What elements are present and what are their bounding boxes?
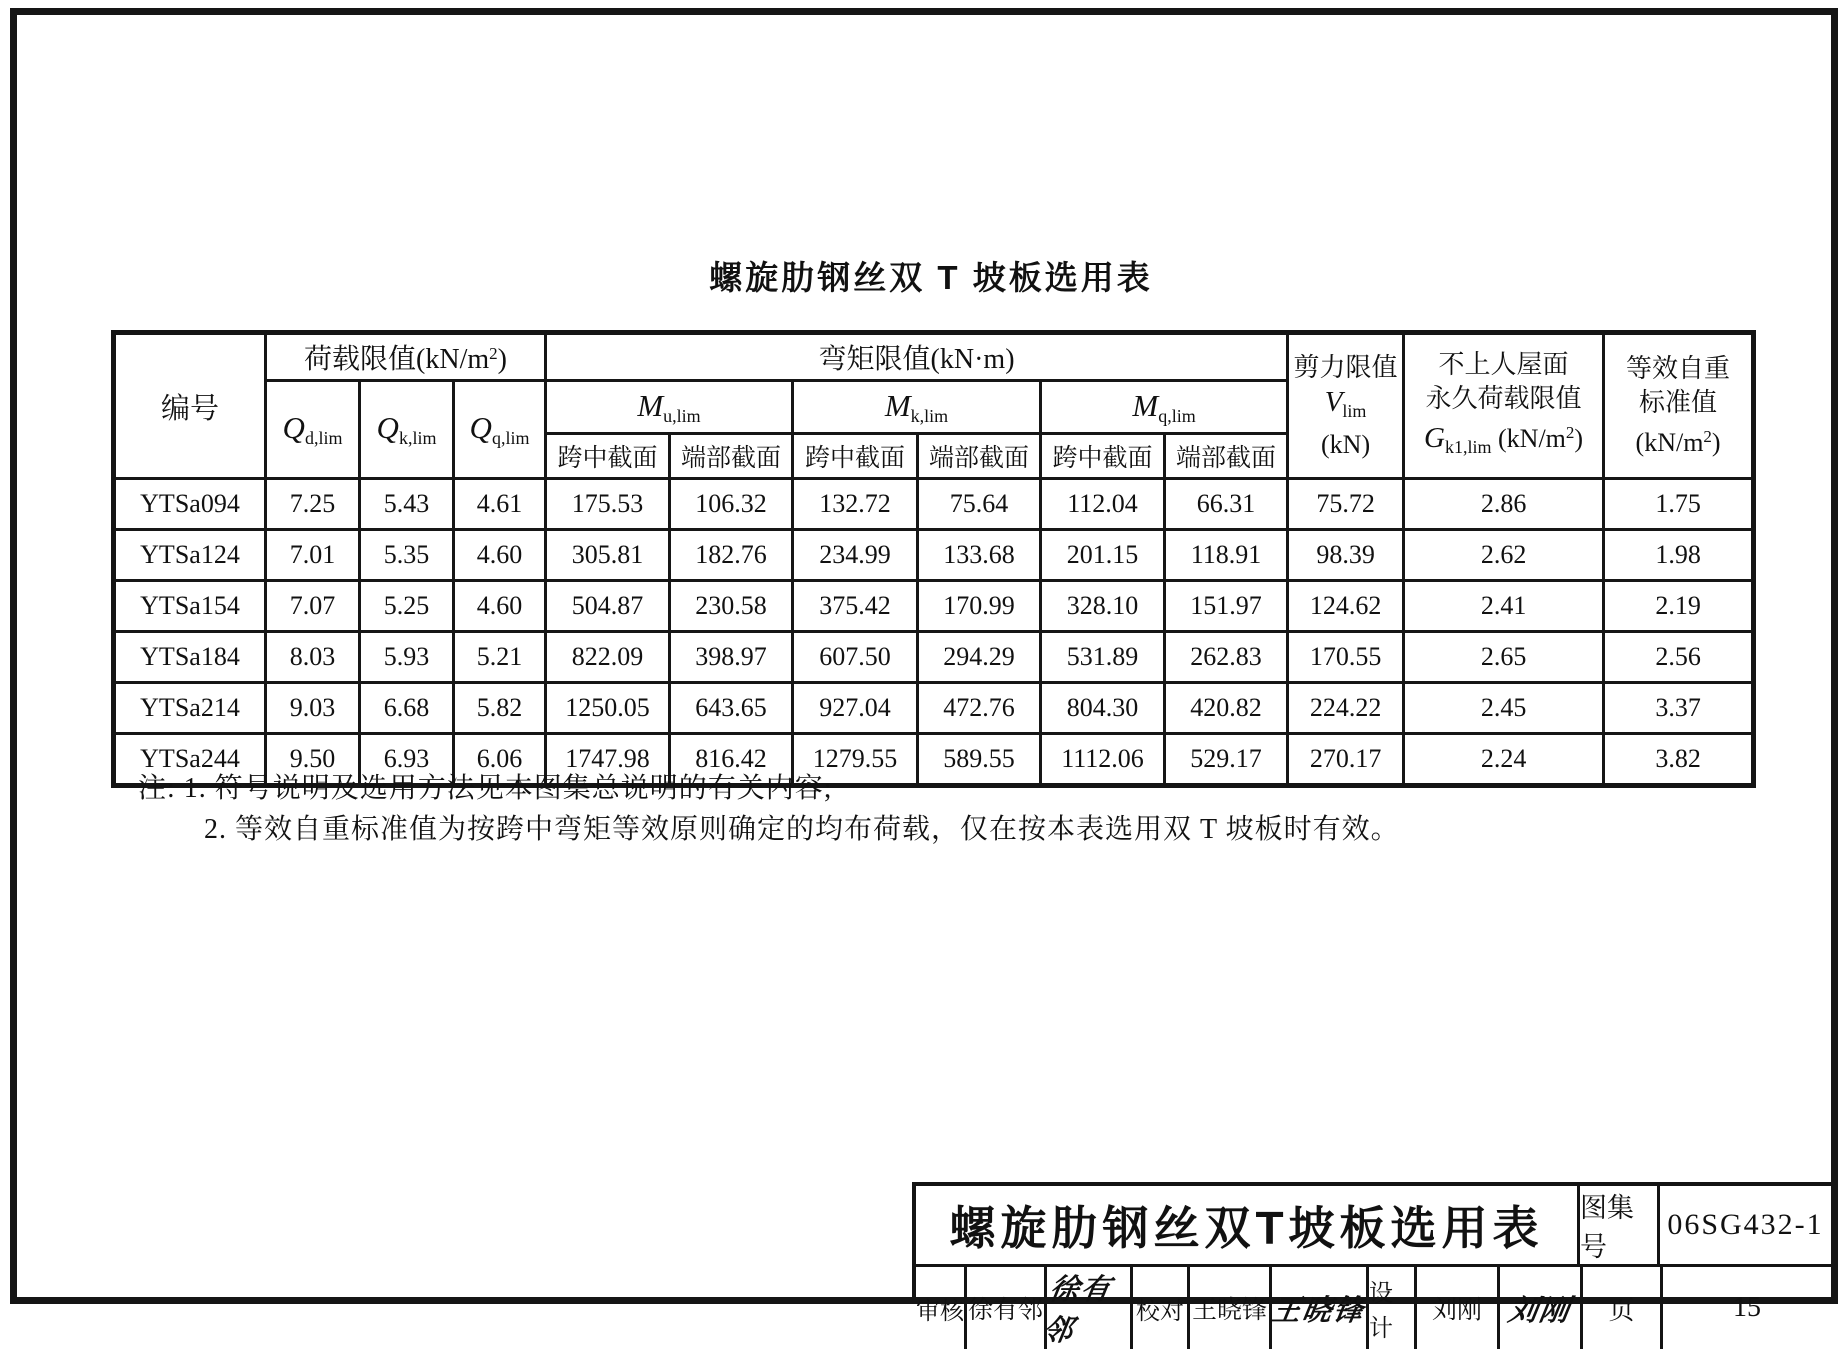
value-cell: 98.39 bbox=[1288, 530, 1404, 581]
note-line-1: 注: 1. 符号说明及选用方法见本图集总说明的有关内容; bbox=[138, 773, 833, 804]
value-cell: 1279.55 bbox=[793, 734, 918, 786]
value-cell: 75.64 bbox=[918, 479, 1041, 530]
row-id-cell: YTSa184 bbox=[114, 632, 266, 683]
proofread-name: 王晓锋 bbox=[1190, 1267, 1272, 1349]
header-mu: Mu,lim bbox=[546, 381, 793, 434]
value-cell: 589.55 bbox=[918, 734, 1041, 786]
design-label: 设计 bbox=[1369, 1267, 1417, 1349]
value-cell: 6.06 bbox=[454, 734, 546, 786]
header-roof-load-limit: 不上人屋面 永久荷载限值 $G_{k1,lim}$ $(kN/m^2)$ bbox=[1404, 333, 1604, 479]
table-row bbox=[114, 479, 1754, 530]
value-cell: 5.21 bbox=[454, 632, 546, 683]
value-cell: 3.37 bbox=[1604, 683, 1754, 734]
value-cell: 4.61 bbox=[454, 479, 546, 530]
row-id-cell: YTSa244 bbox=[114, 734, 266, 786]
review-label: 审核 bbox=[916, 1267, 967, 1349]
header-moment-group: 弯矩限值(kN·m) bbox=[546, 333, 1288, 381]
value-cell: 201.15 bbox=[1041, 530, 1165, 581]
header-midspan-section: 跨中截面 bbox=[546, 434, 670, 479]
value-cell: 375.42 bbox=[793, 581, 918, 632]
header-mq: Mq,lim bbox=[1041, 381, 1288, 434]
page-title: 螺旋肋钢丝双 T 坡板选用表 bbox=[709, 259, 1153, 296]
value-cell: 804.30 bbox=[1041, 683, 1165, 734]
design-name: 刘刚 bbox=[1417, 1267, 1500, 1349]
value-cell: 2.62 bbox=[1404, 530, 1604, 581]
page-number: 15 bbox=[1733, 1292, 1761, 1323]
value-cell: 270.17 bbox=[1288, 734, 1404, 786]
value-cell: 6.93 bbox=[360, 734, 454, 786]
header-load-group: 荷载限值$(kN/m^2)$ bbox=[266, 333, 546, 381]
value-cell: 132.72 bbox=[793, 479, 918, 530]
value-cell: 7.01 bbox=[266, 530, 360, 581]
value-cell: 643.65 bbox=[670, 683, 793, 734]
value-cell: 2.56 bbox=[1604, 632, 1754, 683]
header-id: 编号 bbox=[114, 333, 266, 479]
design-signature: 刘刚 bbox=[1500, 1267, 1583, 1349]
row-id-cell: YTSa124 bbox=[114, 530, 266, 581]
title-block-row-1 bbox=[916, 1186, 1831, 1267]
value-cell: 822.09 bbox=[546, 632, 670, 683]
value-cell: 5.82 bbox=[454, 683, 546, 734]
value-cell: 529.17 bbox=[1165, 734, 1288, 786]
header-qk: Qk,lim bbox=[360, 381, 454, 479]
value-cell: 8.03 bbox=[266, 632, 360, 683]
review-name: 徐有邻 bbox=[967, 1267, 1047, 1349]
value-cell: 927.04 bbox=[793, 683, 918, 734]
header-qd: Qd,lim bbox=[266, 381, 360, 479]
value-cell: 5.43 bbox=[360, 479, 454, 530]
value-cell: 472.76 bbox=[918, 683, 1041, 734]
table-row bbox=[114, 632, 1754, 683]
value-cell: 816.42 bbox=[670, 734, 793, 786]
value-cell: 5.93 bbox=[360, 632, 454, 683]
value-cell: 224.22 bbox=[1288, 683, 1404, 734]
value-cell: 7.07 bbox=[266, 581, 360, 632]
title-block-title: 螺旋肋钢丝双T坡板选用表 bbox=[916, 1186, 1580, 1264]
header-end-section: 端部截面 bbox=[918, 434, 1041, 479]
row-id-cell: YTSa154 bbox=[114, 581, 266, 632]
value-cell: 4.60 bbox=[454, 581, 546, 632]
value-cell: 66.31 bbox=[1165, 479, 1288, 530]
value-cell: 2.65 bbox=[1404, 632, 1604, 683]
page-label: 页 bbox=[1583, 1267, 1663, 1349]
value-cell: 112.04 bbox=[1041, 479, 1165, 530]
value-cell: 1250.05 bbox=[546, 683, 670, 734]
table-row bbox=[114, 683, 1754, 734]
value-cell: 5.25 bbox=[360, 581, 454, 632]
header-mk: Mk,lim bbox=[793, 381, 1041, 434]
value-cell: 2.45 bbox=[1404, 683, 1604, 734]
atlas-number-label: 图集号 bbox=[1580, 1186, 1660, 1264]
header-midspan-section: 跨中截面 bbox=[793, 434, 918, 479]
notes bbox=[138, 768, 1400, 850]
value-cell: 170.55 bbox=[1288, 632, 1404, 683]
value-cell: 1.98 bbox=[1604, 530, 1754, 581]
value-cell: 5.35 bbox=[360, 530, 454, 581]
atlas-number-value: 06SG432-1 bbox=[1667, 1208, 1824, 1241]
value-cell: 9.50 bbox=[266, 734, 360, 786]
value-cell: 3.82 bbox=[1604, 734, 1754, 786]
value-cell: 1112.06 bbox=[1041, 734, 1165, 786]
value-cell: 305.81 bbox=[546, 530, 670, 581]
value-cell: 151.97 bbox=[1165, 581, 1288, 632]
proofread-label: 校对 bbox=[1133, 1267, 1190, 1349]
header-end-section: 端部截面 bbox=[670, 434, 793, 479]
value-cell: 398.97 bbox=[670, 632, 793, 683]
row-id-cell: YTSa214 bbox=[114, 683, 266, 734]
value-cell: 75.72 bbox=[1288, 479, 1404, 530]
row-id-cell: YTSa094 bbox=[114, 479, 266, 530]
value-cell: 1747.98 bbox=[546, 734, 670, 786]
value-cell: 2.24 bbox=[1404, 734, 1604, 786]
value-cell: 2.86 bbox=[1404, 479, 1604, 530]
value-cell: 4.60 bbox=[454, 530, 546, 581]
header-end-section: 端部截面 bbox=[1165, 434, 1288, 479]
table-row bbox=[114, 530, 1754, 581]
value-cell: 328.10 bbox=[1041, 581, 1165, 632]
header-shear-limit: 剪力限值 $V_{lim}$ (kN) bbox=[1288, 333, 1404, 479]
value-cell: 182.76 bbox=[670, 530, 793, 581]
value-cell: 2.19 bbox=[1604, 581, 1754, 632]
selection-table bbox=[111, 330, 1756, 788]
note-line-2: 2. 等效自重标准值为按跨中弯矩等效原则确定的均布荷载，仅在按本表选用双 T 坡板时有效。 bbox=[204, 814, 1400, 845]
value-cell: 607.50 bbox=[793, 632, 918, 683]
header-equivalent-self-weight: 等效自重 标准值 $(kN/m^2)$ bbox=[1604, 333, 1754, 479]
title-block bbox=[912, 1182, 1831, 1347]
value-cell: 294.29 bbox=[918, 632, 1041, 683]
value-cell: 106.32 bbox=[670, 479, 793, 530]
value-cell: 124.62 bbox=[1288, 581, 1404, 632]
value-cell: 175.53 bbox=[546, 479, 670, 530]
value-cell: 133.68 bbox=[918, 530, 1041, 581]
value-cell: 230.58 bbox=[670, 581, 793, 632]
title-block-row-2 bbox=[916, 1267, 1831, 1349]
value-cell: 118.91 bbox=[1165, 530, 1288, 581]
value-cell: 420.82 bbox=[1165, 683, 1288, 734]
value-cell: 6.68 bbox=[360, 683, 454, 734]
value-cell: 234.99 bbox=[793, 530, 918, 581]
notes-label: 注: bbox=[138, 773, 176, 804]
table-row bbox=[114, 581, 1754, 632]
value-cell: 531.89 bbox=[1041, 632, 1165, 683]
value-cell: 262.83 bbox=[1165, 632, 1288, 683]
value-cell: 9.03 bbox=[266, 683, 360, 734]
value-cell: 1.75 bbox=[1604, 479, 1754, 530]
value-cell: 2.41 bbox=[1404, 581, 1604, 632]
value-cell: 170.99 bbox=[918, 581, 1041, 632]
value-cell: 7.25 bbox=[266, 479, 360, 530]
proofread-signature: 王晓锋 bbox=[1272, 1267, 1369, 1349]
review-signature: 徐有邻 bbox=[1047, 1267, 1133, 1349]
header-midspan-section: 跨中截面 bbox=[1041, 434, 1165, 479]
header-qq: Qq,lim bbox=[454, 381, 546, 479]
value-cell: 504.87 bbox=[546, 581, 670, 632]
